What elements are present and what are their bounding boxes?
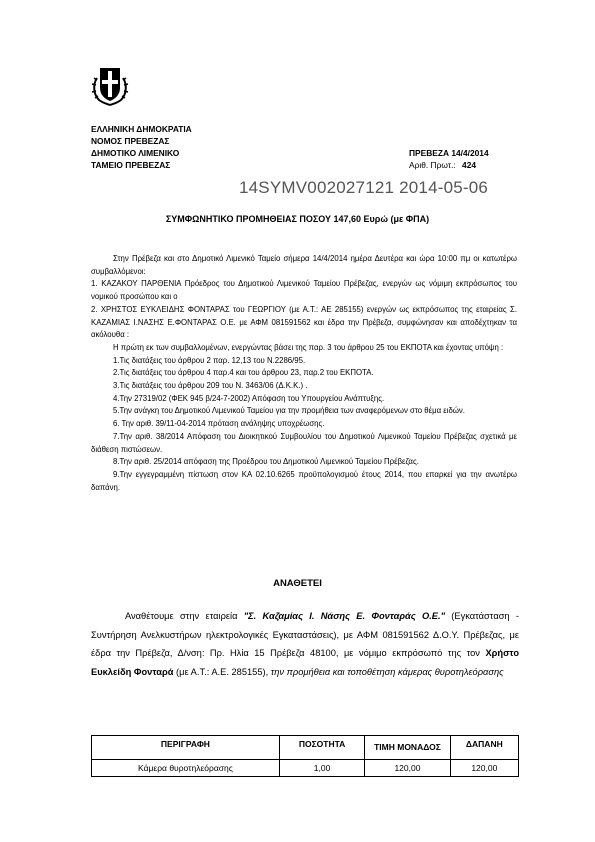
place-date: ΠΡΕΒΕΖΑ 14/4/2014 bbox=[409, 148, 489, 158]
header-line: ΝΟΜΟΣ ΠΡΕΒΕΖΑΣ bbox=[91, 136, 170, 146]
consideration-item: 8.Την αριθ. 25/2014 απόφαση της Προέδρου του Δημοτικού Λιμενικού Ταμείου Πρέβεζας. bbox=[113, 457, 419, 467]
cell-unit-price: 120,00 bbox=[365, 760, 450, 777]
header-line: ΕΛΛΗΝΙΚΗ ΔΗΜΟΚΡΑΤΙΑ bbox=[91, 124, 192, 134]
award-heading: ΑΝΑΘΕΤΕΙ bbox=[273, 578, 322, 589]
consideration-item: 6. Την αριθ. 39/11-04-2014 πρόταση ανάληψης υποχρέωσης. bbox=[113, 419, 325, 429]
protocol-number: 424 bbox=[462, 160, 477, 170]
award-text-1: Αναθέτουμε στην εταιρεία bbox=[125, 611, 244, 621]
protocol-line bbox=[409, 159, 476, 171]
header-line: ΤΑΜΕΙΟ ΠΡΕΒΕΖΑΣ bbox=[91, 160, 171, 170]
award-company: "Σ. Καζαμίας Ι. Νάσης Ε. Φονταράς Ο.Ε." bbox=[243, 611, 445, 621]
cell-quantity: 1,00 bbox=[279, 760, 364, 777]
table-header-row bbox=[92, 736, 519, 760]
table-row bbox=[92, 760, 519, 777]
document-title: ΣΥΜΦΩΝΗΤΙΚΟ ΠΡΟΜΗΘΕΙΑΣ ΠΟΣΟΥ 147,60 Ευρώ (με ΦΠΑ) bbox=[165, 214, 430, 224]
col-unit-price: ΤΙΜΗ ΜΟΝΑΔΟΣ bbox=[365, 736, 450, 760]
intro-section bbox=[91, 253, 517, 494]
award-subject: την προμήθεια και τοποθέτηση κάμερας θυροτηλεόρασης bbox=[270, 666, 504, 677]
greek-republic-emblem bbox=[91, 64, 129, 106]
consideration-item: 2.Τις διατάξεις του άρθρου 4 παρ.4 και του άρθρου 23, παρ.2 του ΕΚΠΟΤΑ. bbox=[113, 368, 374, 378]
protocol-label: Αριθ. Πρωτ.: bbox=[409, 160, 456, 170]
consideration-item: 1.Τις διατάξεις του άρθρου 2 παρ. 12,13 του Ν.2286/95. bbox=[113, 355, 306, 365]
consideration-item: 3.Τις διατάξεις του άρθρου 209 του Ν. 3463/06 (Δ.Κ.Κ.) . bbox=[113, 381, 308, 391]
party-1: 1. ΚΑΖΑΚΟΥ ΠΑΡΘΕΝΙΑ Πρόεδρος του Δημοτικού Λιμενικού Ταμείου Πρέβεζας, ενεργών ως νόμιμη εκπρόσωπος του νομικού προσώπου και ο bbox=[91, 279, 517, 302]
award-representative: Χρήστο Ευκλείδη Φονταρά bbox=[91, 648, 519, 677]
cell-description: Κάμερα θυροτηλεόρασης bbox=[92, 760, 280, 777]
header-org-lines bbox=[91, 123, 192, 171]
col-quantity: ΠΟΣΟΤΗΤΑ bbox=[279, 736, 364, 760]
ada-code: 14SYMV002027121 2014-05-06 bbox=[239, 178, 489, 197]
consideration-item: 4.Την 27319/02 (ΦΕΚ 945 β/24-7-2002) Απόφαση του Υπουργείου Ανάπτυξης. bbox=[113, 393, 385, 403]
consideration-item: 7.Την αριθ. 38/2014 Απόφαση του Διοικητικού Συμβουλίου του Δημοτικού Λιμενικού Ταμείου Πρέβεζας σχετικά με διάθεση πιστώσεων. bbox=[91, 431, 517, 454]
cell-total: 120,00 bbox=[450, 760, 518, 777]
consideration-item: 5.Την ανάγκη του Δημοτικού Λιμενικού Ταμείου για την προμήθεια των αναφερόμενων στο θέμα ειδών. bbox=[113, 406, 465, 416]
header-line: ΔΗΜΟΤΙΚΟ ΛΙΜΕΝΙΚΟ bbox=[91, 148, 180, 158]
award-text-3: (με Α.Τ.: Α.Ε. 285155), bbox=[173, 666, 271, 677]
consideration-item: 9.Την εγγεγραμμένη πίστωση στον ΚΑ 02.10.6265 προϋπολογισμού έτους 2014, που επαρκεί για την ανωτέρω δαπάνη. bbox=[91, 469, 517, 492]
award-text-2: (Εγκατάσταση - Συντήρηση Ανελκυστήρων ηλεκτρολογικές Εγκαταστάσεις), με ΑΦΜ 081591562 Δ.Ο.Υ. Πρέβεζας, με έδρα την Πρέβεζα, Δ/νση: Πρ. Ηλία 15 Πρέβεζα 48100, με νόμιμο εκπρόσωπό της τον bbox=[91, 611, 519, 658]
col-total: ΔΑΠΑΝΗ bbox=[450, 736, 518, 760]
award-paragraph bbox=[91, 607, 519, 681]
considerations-intro: Η πρώτη εκ των συμβαλλομένων, ενεργώντας βάσει της παρ. 3 του άρθρου 25 του ΕΚΠΟΤΑ και έχοντας υπόψη : bbox=[113, 342, 504, 352]
intro-paragraph: Στην Πρέβεζα και στο Δημοτικό Λιμενικό Ταμείο σήμερα 14/4/2014 ημέρα Δευτέρα και ώρα 10:00 πμ οι κατωτέρω συμβαλλόμενοι: bbox=[91, 254, 517, 276]
items-table bbox=[91, 735, 519, 777]
party-2: 2. ΧΡΗΣΤΟΣ ΕΥΚΛΕΙΔΗΣ ΦΟΝΤΑΡΑΣ του ΓΕΩΡΓΙΟΥ (με Α.Τ.: ΑΕ 285155) ενεργών ως εκπρόσωπος της εταιρείας Σ. ΚΑΖΑΜΙΑΣ Ι.ΝΑΣΗΣ Ε.ΦΟΝΤΑΡΑΣ Ο.Ε. με ΑΦΜ 081591562 και έδρα την Πρέβεζα, συμφώνησαν και αποδέχτηκαν τα ακόλουθα : bbox=[91, 304, 517, 340]
col-description: ΠΕΡΙΓΡΑΦΗ bbox=[92, 736, 280, 760]
